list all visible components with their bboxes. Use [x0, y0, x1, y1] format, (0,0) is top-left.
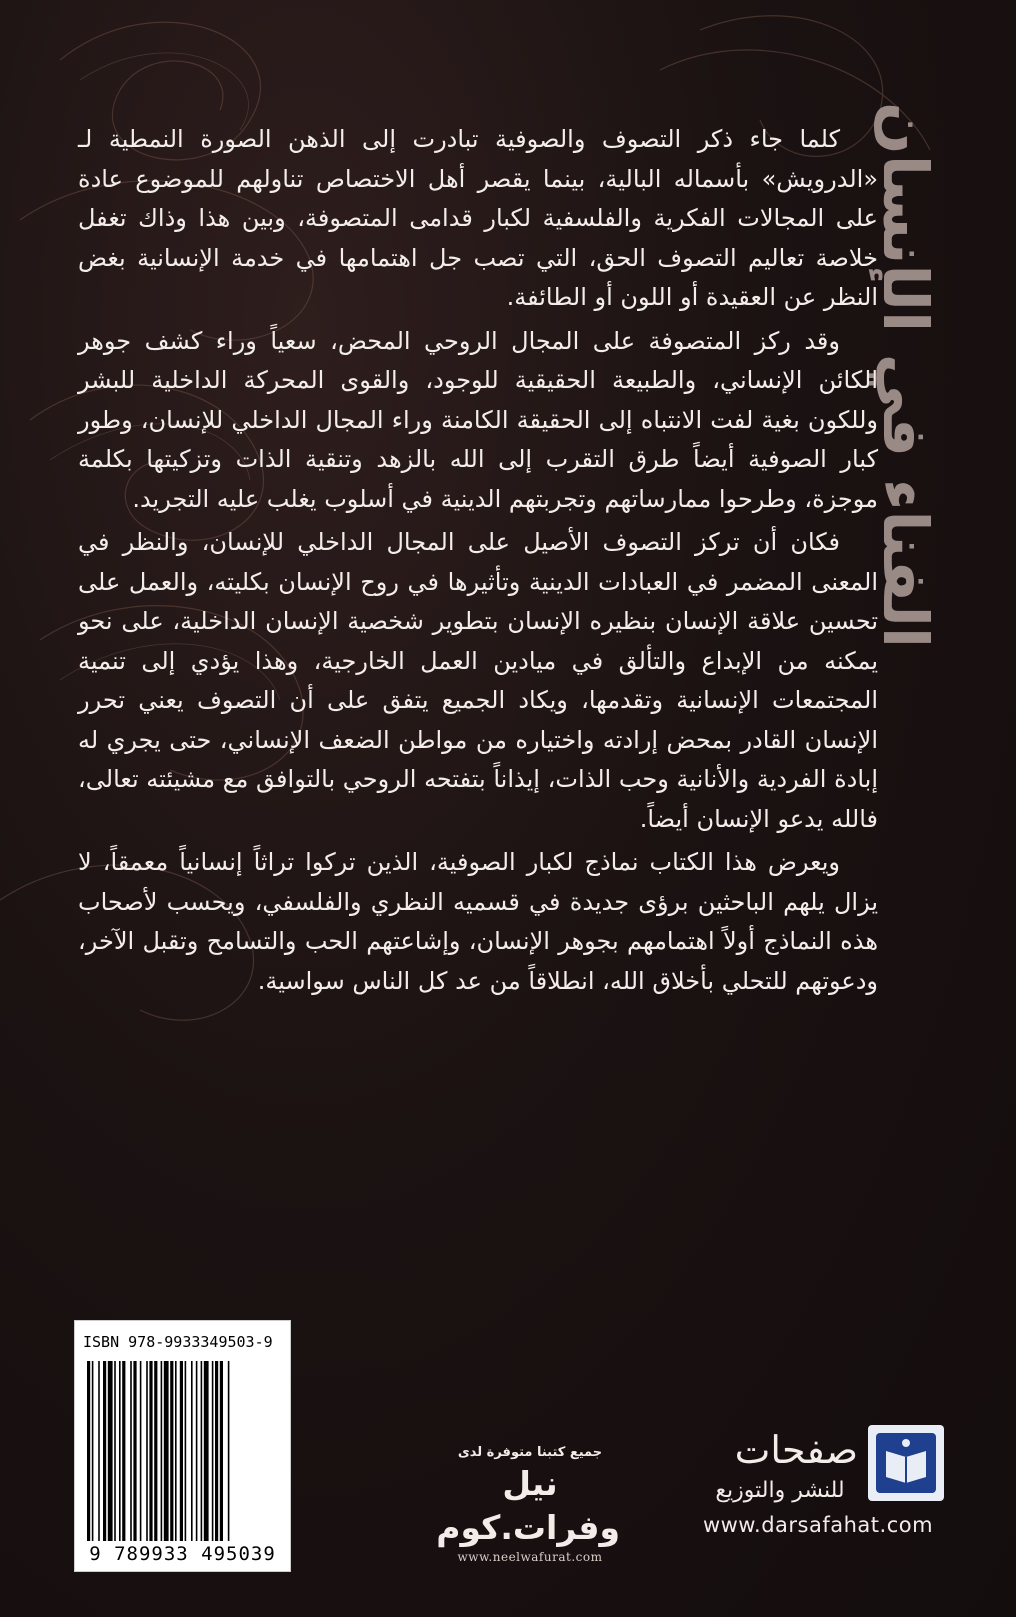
distributor-availability: جميع كتبنا متوفرة لدى [457, 1445, 603, 1460]
distributor-name: نيل وفرات.كوم [436, 1464, 620, 1547]
publisher-subtitle: للنشر والتوزيع [715, 1478, 845, 1503]
safahat-book-logo-icon [868, 1425, 944, 1501]
paragraph: ويعرض هذا الكتاب نماذج لكبار الصوفية، الذين تركوا تراثاً إنسانياً معمقاً، لا يزال يلهم الباحثين برؤى جديدة في قسميه النظري والفلسفي، ويحسب لأصحاب هذه النماذج أولاً اهتمامهم بجوهر الإنسان، وإشاعتهم الحب والتسامح وتقبل الآخر، ودعوتهم للتحلي بأخلاق الله، انطلاقاً من عد كل الناس سواسية. [78, 848, 878, 995]
publisher-url: www.darsafahat.com [702, 1513, 934, 1537]
paragraph: كلما جاء ذكر التصوف والصوفية تبادرت إلى الذهن الصورة النمطية لـ «الدرويش» بأسماله البالية، بينما يقصر أهل الاختصاص تناولهم للموضوع عادة على المجالات الفكرية والفلسفية لكبار قدامى المتصوفة، وبين هذا وذاك تغفل خلاصة تعاليم التصوف الحق، التي تصب جل اهتمامها في خدمة الإنسانية بغض النظر عن العقيدة أو اللون أو الطائفة. [78, 125, 878, 311]
spine-title: الفناء في الإنسان [869, 101, 942, 649]
paragraph: فكان أن تركز التصوف الأصيل على المجال الداخلي للإنسان، والنظر في المعنى المضمر في العبادات الدينية وتأثيرها في روح الإنسان بكليته، والعمل على تحسين علاقة الإنسان بنظيره الإنسان بتطوير شخصية الإنسان الداخلية، على نحو يمكنه من الإبداع والتألق في ميادين العمل الخارجية، وهذا يؤدي إلى تنمية المجتمعات الإنسانية وتقدمها، ويكاد الجميع يتفق على أن التصوف يعني تحرر الإنسان القادر بمحض إرادته واختياره من مواطن الضعف الإنساني، حتى يجري له إبادة الفردية والأنانية وحب الذات، إيذاناً بتفتحه الروحي بالتوافق مع مشيئته تعالى، فالله يدعو الإنسان أيضاً. [78, 528, 878, 833]
barcode-digits: 9 789933 495039 [89, 1543, 276, 1565]
distributor-block [436, 1445, 620, 1564]
publisher-name: صفحات [734, 1428, 858, 1472]
isbn-text: ISBN 978-9933349503-9 [83, 1333, 273, 1351]
distributor-url: www.neelwafurat.com [457, 1550, 603, 1564]
back-cover-text [78, 120, 878, 1005]
paragraph: وقد ركز المتصوفة على المجال الروحي المحض، سعياً وراء كشف جوهر الكائن الإنساني، والطبيعة الحقيقية للوجود، والقوى المحركة الداخلية للبشر وللكون بغية لفت الانتباه إلى الحقيقة الكامنة وراء المجال الداخلي للإنسان، وطور كبار الصوفية أيضاً طرق التقرب إلى الله بالزهد وتنقية الذات وتزكيتها بكلمة موجزة، وطرحوا ممارساتهم وتجربتهم الدينية في أسلوب يغلب عليه التجريد. [78, 326, 878, 513]
barcode-label [74, 1320, 291, 1572]
barcode-bars [85, 1361, 280, 1541]
